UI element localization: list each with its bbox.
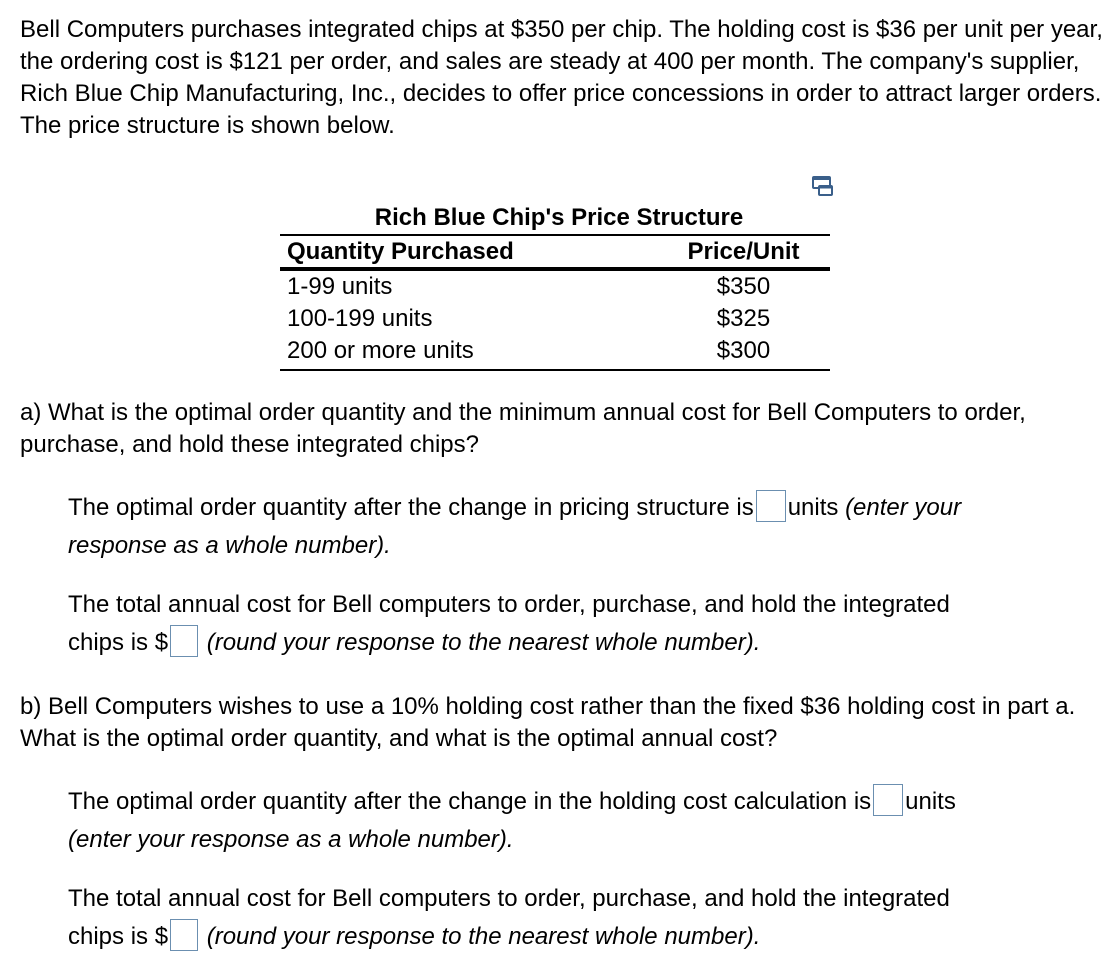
prompt-text: The optimal order quantity after the change in the holding cost calculation is xyxy=(68,788,872,815)
prompt-text: The total annual cost for Bell computers to order, purchase, and hold the integrated xyxy=(68,591,950,618)
table-header-row xyxy=(280,236,830,271)
header-price: Price/Unit xyxy=(687,238,800,265)
quantity-cell: 200 or more units xyxy=(287,337,474,364)
prompt-text: The optimal order quantity after the change in pricing structure is xyxy=(68,494,754,521)
part-a-order-quantity-prompt xyxy=(68,492,961,562)
hint-text: (round your response to the nearest whole number). xyxy=(206,923,761,950)
copy-icon[interactable] xyxy=(812,176,834,196)
part-a-order-quantity-input[interactable] xyxy=(756,490,786,522)
table-bottom-rule xyxy=(280,369,830,371)
price-structure-table xyxy=(280,200,830,371)
part-b-order-quantity-prompt xyxy=(68,786,956,856)
part-a-total-cost-input[interactable] xyxy=(170,625,198,657)
part-a-question: a) What is the optimal order quantity and the minimum annual cost for Bell Computers to order, purchase, and hold these integrated chips? xyxy=(20,399,1026,458)
header-quantity: Quantity Purchased xyxy=(287,238,514,265)
hint-text: (enter your response as a whole number). xyxy=(68,826,514,853)
hint-text: (enter your xyxy=(845,494,962,521)
price-cell: $350 xyxy=(716,273,771,300)
table-row xyxy=(280,335,830,367)
quantity-cell: 100-199 units xyxy=(287,305,433,332)
units-label: units xyxy=(905,788,956,815)
part-b-order-quantity-input[interactable] xyxy=(873,784,903,816)
quantity-cell: 1-99 units xyxy=(287,273,393,300)
hint-text: (round your response to the nearest whole number). xyxy=(206,629,761,656)
prompt-text: chips is $ xyxy=(68,923,169,950)
prompt-text: The total annual cost for Bell computers to order, purchase, and hold the integrated xyxy=(68,885,950,912)
units-label: units xyxy=(787,494,839,521)
part-b-question: b) Bell Computers wishes to use a 10% holding cost rather than the fixed $36 holding cost in part a. What is the optimal order quantity, and what is the optimal annual cost? xyxy=(20,693,1076,752)
part-b-total-cost-input[interactable] xyxy=(170,919,198,951)
table-row xyxy=(280,271,830,303)
table-row xyxy=(280,303,830,335)
price-cell: $325 xyxy=(716,305,771,332)
problem-intro: Bell Computers purchases integrated chips at $350 per chip. The holding cost is $36 per unit per year, the ordering cost is $121 per order, and sales are steady at 400 per month. The company's supplier, Rich Blue Chip Manufacturing, Inc., decides to offer price concessions in order to attract larger orders. The price structure is shown below. xyxy=(20,16,1103,139)
price-cell: $300 xyxy=(716,337,771,364)
prompt-text: chips is $ xyxy=(68,629,169,656)
part-b-total-cost-prompt xyxy=(68,883,950,953)
hint-text: response as a whole number). xyxy=(68,532,391,559)
table-title: Rich Blue Chip's Price Structure xyxy=(280,200,830,236)
part-a-total-cost-prompt xyxy=(68,589,950,659)
